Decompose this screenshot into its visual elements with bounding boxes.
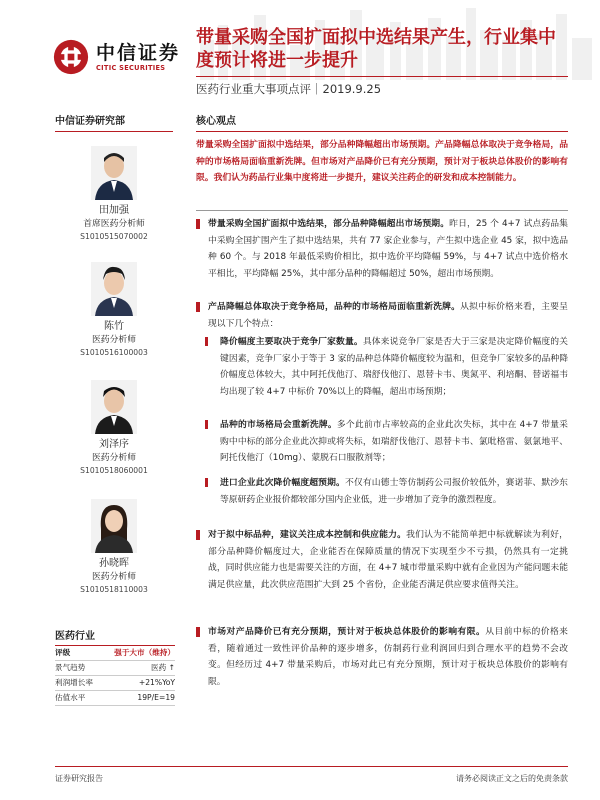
point-heading: 带量采购全国扩面拟中选结果，部分品种降幅超出市场预期。 (208, 219, 450, 229)
sub-point-body: 不仅有山德士等仿制药公司报价较低外，赛诺菲、默沙东等原研药企业报价都较部分国内企业低，进一步增加了竞争的激烈程度。 (220, 478, 568, 505)
analyst-cert: S1010518110003 (80, 585, 148, 594)
bullet-icon (196, 627, 200, 637)
footer-left-text: 证券研究报告 (55, 774, 103, 783)
sub-point (196, 334, 568, 400)
analyst-name: 刘泽序 (99, 439, 129, 450)
analyst-role: 首席医药分析师 (83, 219, 145, 229)
analyst-cert: S1010515070002 (80, 232, 148, 241)
analyst-role: 医药分析师 (92, 335, 136, 345)
sub-bullet-icon (205, 420, 208, 429)
header-divider (196, 76, 568, 77)
point-paragraph (196, 216, 568, 282)
analyst-name: 孙晓晖 (99, 558, 129, 569)
brand-logo (52, 38, 180, 76)
rating-value: +21%YoY (138, 678, 175, 687)
bullet-icon (196, 219, 200, 229)
rating-row (55, 661, 175, 676)
sub-point-heading: 进口企业此次降价幅度超预期。 (220, 478, 345, 488)
report-title: 带量采购全国扩面拟中选结果产生，行业集中度预计将进一步提升 (196, 27, 556, 71)
analyst-photo-icon (91, 262, 137, 316)
rating-label: 利润增长率 (55, 678, 93, 687)
industry-rating-box (55, 627, 175, 706)
analyst-role: 医药分析师 (92, 572, 136, 582)
analyst-cert: S1010516100003 (80, 348, 148, 357)
rating-value: 医药 ↑ (151, 663, 175, 672)
citic-logo-icon (52, 38, 90, 76)
sub-point (196, 417, 568, 467)
point-paragraph (196, 527, 568, 593)
rating-label: 景气趋势 (55, 663, 86, 672)
point-paragraph (196, 624, 568, 690)
sub-point-heading: 降价幅度主要取决于竞争厂家数量。 (220, 337, 363, 347)
core-views-title: 核心观点 (196, 112, 568, 132)
footer-disclaimer: 请务必阅读正文之后的免责条款 (456, 774, 568, 783)
sub-point-body: 具体来说竞争厂家是否大于三家是决定降价幅度的关键因素，竞争厂家小于等于 3 家的品种总体降价幅度较为温和，但竞争厂家较多的品种降价幅度总体较大，其中阿托伐他汀、瑞舒伐他汀、恩替卡韦、奥氮平、利培酮、替诺福韦均出现了较 4+7 中标价 70%以上的降幅，超出市场预期； (220, 337, 568, 397)
brand-name-cn: 中信证券 (96, 41, 181, 64)
industry-title: 医药行业 (55, 627, 175, 646)
analyst-photo-icon (91, 146, 137, 200)
brand-name-en: CITIC SECURITIES (96, 63, 166, 72)
rating-row (55, 646, 175, 661)
point-heading: 对于拟中标品种，建议关注成本控制和供应能力。 (208, 530, 407, 540)
core-summary: 带量采购全国扩面拟中选结果，部分品种降幅超出市场预期。产品降幅总体取决于竞争格局，品种的市场格局面临重新洗牌。但市场对产品降价已有充分预期，预计对于板块总体股价的影响有限。我们认为药品行业集中度将进一步提升，建议关注药企的研发和成本控制能力。 (196, 140, 568, 183)
bullet-icon (196, 302, 200, 312)
main-content (196, 112, 568, 762)
sub-bullet-icon (205, 478, 208, 487)
point-body: 从目前中标的价格来看，随着通过一致性评价品种的逐步增多，仿制药行业利润回归到合理水平的趋势不会改变。但经历过 4+7 带量采购后，市场对此已有充分预期，预计对于板块总体股价的影响有限。 (208, 627, 568, 687)
rating-value: 19P/E=19 (137, 693, 175, 702)
analyst-role: 医药分析师 (92, 453, 136, 463)
sub-bullet-icon (205, 337, 208, 346)
rating-value: 强于大市（维持） (114, 648, 175, 657)
analyst-card (55, 262, 173, 359)
point-body: 从拟中标价格来看，主要呈现以下几个特点： (208, 302, 568, 329)
rating-row (55, 691, 175, 706)
analyst-card (55, 380, 173, 477)
analyst-photo-icon (91, 499, 137, 553)
sub-point (196, 475, 568, 508)
point-paragraph (196, 299, 568, 332)
analyst-cert: S1010518060001 (80, 466, 148, 475)
rating-label: 估值水平 (55, 693, 86, 702)
sidebar (55, 112, 173, 622)
point-body: 昨日，25 个 4+7 试点药品集中采购全国扩围产生了拟中选结果，共有 77 家企业参与，产生拟中选企业 45 家，拟中选品种 60 个。与 2018 年最低采购价相比，拟中选价平均降幅 59%，与 4+7 试点中选价格水平相比，平均降幅 25%，其中部分品种的降幅超过 50%，超出市场预期。 (208, 219, 568, 279)
point-heading: 产品降幅总体取决于竞争格局，品种的市场格局面临重新洗牌。 (208, 302, 461, 312)
rating-label: 评级 (55, 648, 71, 657)
analyst-name: 田加强 (99, 205, 129, 216)
bullet-icon (196, 530, 200, 540)
point-body: 我们认为不能简单把中标就解读为利好，部分品种降价幅度过大，企业能否在保障质量的情况下实现至少不亏损，仍然具有一定挑战，同时供应能力也是需要关注的方面，在 4+7 城市带量采购中就有企业因为产能问题未能满足供应量，此次供应范围扩大到 25 个省份，企业能否满足供应要求值得关注。 (208, 530, 568, 590)
page-footer (55, 766, 568, 784)
point-heading: 市场对产品降价已有充分预期，预计对于板块总体股价的影响有限。 (208, 627, 486, 637)
analyst-name: 陈竹 (104, 321, 124, 332)
rating-row (55, 676, 175, 691)
analyst-card (55, 146, 173, 243)
department-title: 中信证券研究部 (55, 112, 173, 132)
report-header (0, 0, 600, 112)
sub-point-body: 多个此前市占率较高的企业此次失标，其中在 4+7 带量采购中中标的部分企业此次抑或将失标，如瑞舒伐他汀、恩替卡韦、氯吡格雷、氨氯地平、阿托伐他汀（10mg）、蒙脱石口服散剂等； (220, 420, 568, 463)
analyst-card (55, 499, 173, 596)
sub-point-heading: 品种的市场格局会重新洗牌。 (220, 420, 337, 430)
analyst-photo-icon (91, 380, 137, 434)
summary-divider (196, 210, 568, 211)
report-subtitle: 医药行业重大事项点评｜2019.9.25 (196, 82, 382, 96)
